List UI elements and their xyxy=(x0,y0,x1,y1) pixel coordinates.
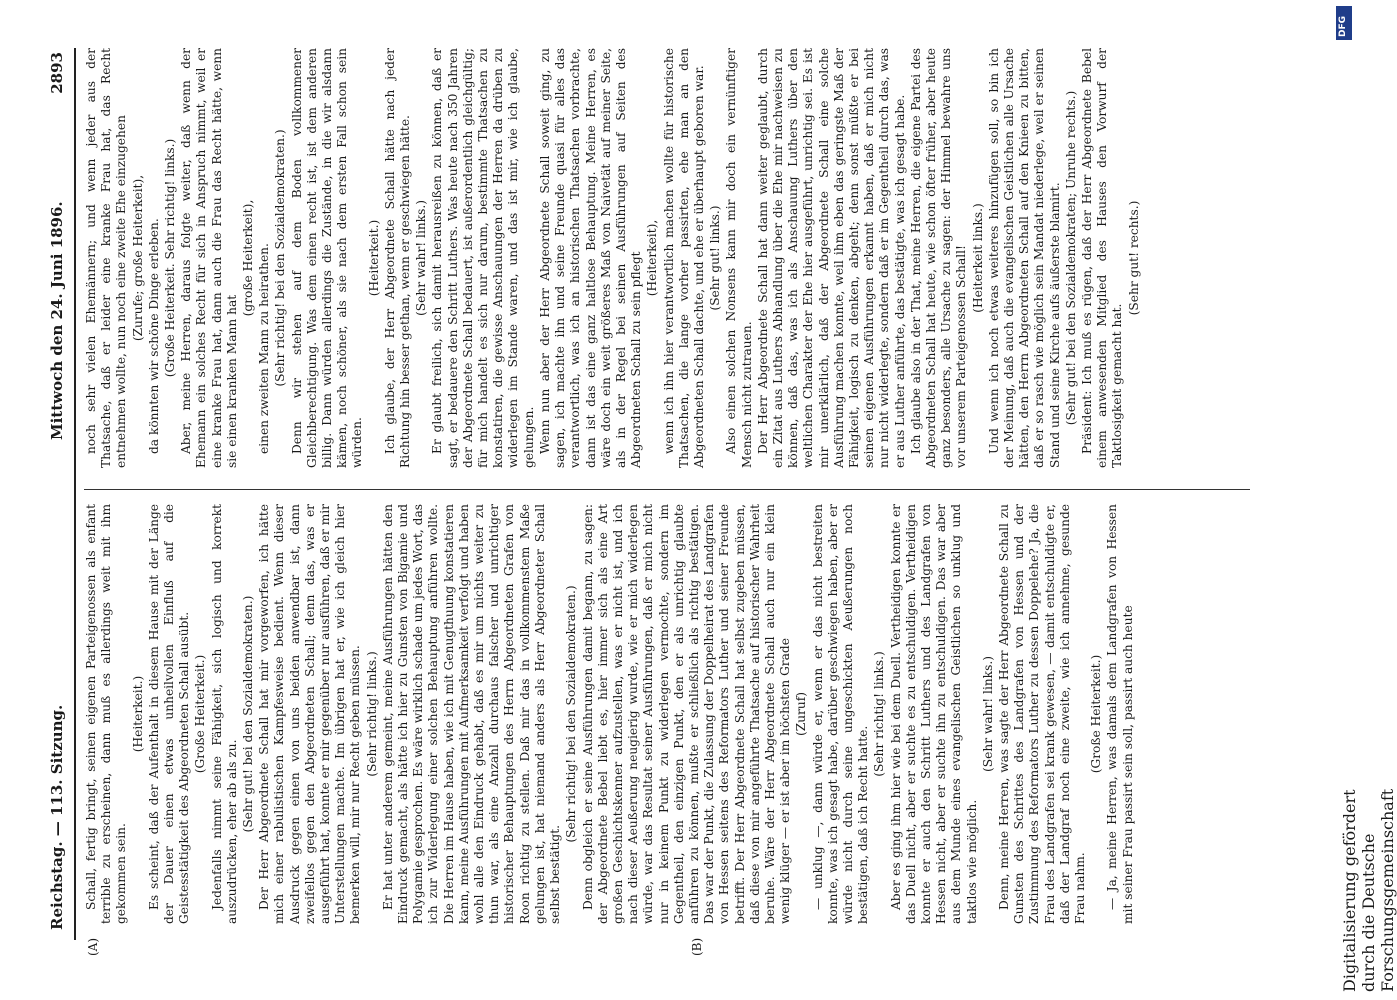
interjection: (Große Heiterkeit.) xyxy=(193,654,208,774)
margin-marker-b: (B) xyxy=(690,937,704,956)
paragraph: Er glaubt freilich, sich damit herausreißen zu können, daß er sagt, er bedauere den Schritt Luthers. Was heute nach 350 Jahren der Abgeordnete Schall bedauert, ist außerordentlich gleichgültig; für mich handelt es sich nur darum, bestimmte Thatsachen zu konstatiren, die gewisse Anschauungen der Herren da drüben zu widerlegen im Stande waren, und das ist mir, wie ich glaube, gelungen. xyxy=(430,48,536,468)
dfg-logo xyxy=(1336,6,1352,40)
paragraph: Ich glaube, der Herr Abgeordnete Schall hätte nach jeder Richtung hin besser gethan, wenn er geschwiegen hätte. xyxy=(382,48,413,468)
interjection: (Sehr gut! bei den Sozialdemokraten.) xyxy=(241,595,256,833)
paragraph: — Ja, meine Herren, was damals dem Landgrafen von Hessen mit seiner Frau passirt sein soll, passirt auch heute xyxy=(1105,504,1135,924)
interjection: (große Heiterkeit), xyxy=(241,199,256,317)
interjection: (Große Heiterkeit.) xyxy=(1089,654,1104,774)
column-divider xyxy=(84,489,1250,490)
paragraph: da könnten wir schöne Dinge erleben. xyxy=(146,218,161,454)
margin-marker-a: (A) xyxy=(86,937,100,956)
funding-note: Digitalisierung gefördert durch die Deutsche Forschungsgemeinschaft xyxy=(1340,788,1397,992)
paragraph: Also einen solchen Nonsens kann mir doch ein vernünftiger Mensch nicht zutrauen. xyxy=(724,48,754,468)
header-session: Reichstag. — 113. Sitzung. xyxy=(48,704,66,930)
paragraph: wenn ich ihn hier verantwortlich machen wollte für historische Thatsachen, die lange vorher passirten, ehe man an den Abgeordneten Schall dachte, und ehe er überhaupt geboren war. xyxy=(661,48,706,468)
interjection: (Sehr wahr! links.) xyxy=(980,656,995,772)
interjection: (Sehr richtig! bei den Sozialdemokraten.) xyxy=(273,129,288,387)
paragraph: Der Herr Abgeordnete Schall hat dann weiter geglaubt, durch ein Zitat aus Luthers Abhandlung über die Ehe mir nachweisen zu können, daß das, was ich als Anschauung Luthers über den weltlichen Charakter der Ehe hier ausgeführt, unrichtig sei. Es ist mir unerklärlich, daß der Abgeordnete Schall eine solche Ausführung machen konnte, weil ihm eben das geringste Maß der Fähigkeit, logisch zu denken, abgeht; denn sonst müßte er bei seinen eigenen Ausführungen erkannt haben, daß er mich nicht nur nicht widerlegte, sondern daß er im Gegentheil durch das, was er aus Luther anführte, das bestätigte, was ich gesagt habe. xyxy=(755,48,907,468)
paragraph: Und wenn ich noch etwas weiteres hinzufügen soll, so bin ich der Meinung, daß auch die evangelischen Geistlichen alle Ursache hätten, den Herrn Abgeordneten Schall auf den Knieen zu bitten, daß er so rasch wie möglich sein Mandat niederlege, weil er seinen Stand und seine Kirche aufs äußerste blamirt. xyxy=(986,48,1062,468)
paragraph: Denn obgleich er seine Ausführungen damit begann, zu sagen: der Abgeordnete Bebel liebt es, hier immer sich als eine Art großen Geschichtskenner aufzustellen, was er nicht ist, und ich nach dieser Aeußerung neugierig wurde, wie er mich widerlegen würde, war das Resultat seiner Ausführungen, daß er mich nicht nur in keinem Punkt zu widerlegen vermochte, sondern im Gegentheil, den einzigen Punkt, den er als unrichtig glaubte anführen zu können, mußte er schließlich als richtig bestätigen. Das war der Punkt, die Zulassung der Doppelheirat des Landgrafen von Hessen seitens des Reformators Luther und seiner Freunde betrifft. Der Herr Abgeordnete Schall hat selbst zugeben müssen, daß diese von mir angeführte Thatsache auf historischer Wahrheit beruhe. Wäre der Herr Abgeordnete Schall auch nur ein klein wenig klüger — er ist aber im höchsten Grade xyxy=(580,504,793,924)
header-date: Mittwoch den 24. Juni 1896. xyxy=(48,201,66,440)
interjection: (Sehr gut! rechts.) xyxy=(1126,200,1141,316)
interjection: (Heiterkeit.) xyxy=(130,675,145,753)
interjection: (Heiterkeit links.) xyxy=(970,203,985,313)
interjection: (Sehr gut! links.) xyxy=(708,205,723,311)
paragraph: Denn wir stehen auf dem Boden vollkommener Gleichberechtigung. Was dem einen recht ist, ist dem anderen billig. Dann würden allerdings die Zustände, in die wir alsdann kämen, noch schöner, als sie nach dem ersten Fall schon sein würden. xyxy=(289,48,365,468)
paragraph: Aber es ging ihm hier wie bei dem Duell. Vertheidigen konnte er das Duell nicht, aber er suchte es zu entschuldigen. Vertheidigen konnte er auch den Schritt Luthers und des Landgrafen von Hessen nicht, aber er suchte ihn zu entschuldigen. Das war aber aus dem Munde eines evangelischen Geistlichen so unklug und taktlos wie möglich. xyxy=(888,504,979,924)
right-column xyxy=(84,48,1143,468)
interjection: (Zurufe; große Heiterkeit), xyxy=(130,174,145,342)
paragraph: Aber, meine Herren, daraus folgte weiter, daß wenn der Ehemann ein solches Recht für sich in Anspruch nimmt, weil er eine kranke Frau hat, dann auch die Frau das Recht hätte, wenn sie einen kranken Mann hat xyxy=(179,48,239,468)
paragraph: Es scheint, daß der Aufenthalt in diesem Hause mit der Länge der Dauer einen etwas unheilvollen Einfluß auf die Geistesstätigkeit des Abgeordneten Schall ausübt. xyxy=(146,504,192,924)
paragraph: Denn, meine Herren, was sagte der Herr Abgeordnete Schall zu Gunsten des Schrittes des Landgrafen von Hessen und der Zustimmung des Reformators Luther zu dessen Doppelehe? Ja, die Frau des Landgrafen sei krank gewesen, — damit entschuldigte er, daß der Landgraf noch eine zweite, wie ich annehme, gesunde Frau nahm. xyxy=(996,504,1087,924)
paragraph: Wenn nun aber der Herr Abgeordnete Schall soweit ging, zu sagen, ich machte ihn und seine Freunde quasi für alles das verantwortlich, was ich an historischen Thatsachen vorbrachte, dann ist das eine ganz haltlose Behauptung. Meine Herren, es wäre doch ein weit größeres Maß von Naivetät auf meiner Seite, als in der Regel bei seinen Ausführungen auf Seiten des Abgeordneten Schall zu sein pflegt xyxy=(537,48,644,468)
page-header xyxy=(48,40,74,960)
paragraph: einen zweiten Mann zu heirathen. xyxy=(257,243,272,454)
interjection: (Heiterkeit), xyxy=(645,219,660,297)
document-page xyxy=(40,40,1270,960)
paragraph: Schall, fertig bringt, seinen eigenen Parteigenossen als enfant terrible zu erscheinen, dann muß es allerdings weit mit ihm gekommen sein. xyxy=(84,504,129,924)
interjection: (Sehr richtig! bei den Sozialdemokraten.) xyxy=(564,585,579,843)
paragraph: Jedenfalls nimmt seine Fähigkeit, sich logisch und korrekt auszudrücken, eher ab als zu. xyxy=(209,504,239,924)
interjection: (Große Heiterkeit. Sehr richtig! links.) xyxy=(163,138,178,378)
interjection: (Zuruf) xyxy=(794,692,809,737)
paragraph: — unklug —, dann würde er, wenn er das nicht bestreiten konnte, was ich gesagt habe, darüber geschwiegen haben, aber er würde nicht durch seine ungeschickten Aeußerungen noch bestätigen, daß ich Recht hatte. xyxy=(810,504,871,924)
interjection: (Sehr richtig! links.) xyxy=(364,651,379,777)
paragraph: Ich glaube also in der That, meine Herren, die eigene Partei des Abgeordneten Schall hat heute, wie schon öfter früher, aber heute ganz besonders, alle Ursache zu sagen: der Himmel bewahre uns vor unserem Parteigenossen Schall! xyxy=(908,48,969,468)
paragraph: Er hat unter anderem gemeint, meine Ausführungen hätten den Eindruck gemacht, als hätte ich hier zu Gunsten von Bigamie und Polygamie gesprochen. Es wäre wirklich schade um jedes Wort, das ich zur Widerlegung einer solchen Behauptung anführen wollte. Die Herren im Hause haben, wie ich mit Genugthuung konstatieren kann, meine Ausführungen mit Aufmerksamkeit verfolgt und haben wohl alle den Eindruck gehabt, daß es mir um nichts weiter zu thun war, als eine Anzahl durchaus falscher und unrichtiger historischer Behauptungen des Herrn Abgeordneten Grafen von Roon richtig zu stellen. Daß mir das in vollkommenstem Maße gelungen ist, hat niemand anders als Herr Abgeordneter Schall selbst bestätigt. xyxy=(380,503,563,924)
paragraph: Präsident: Ich muß es rügen, daß der Herr Abgeordnete Bebel einem anwesenden Mitglied des Hauses den Vorwurf der Taktlosigkeit gemacht hat. xyxy=(1080,48,1125,468)
dfg-logo-text: DFG xyxy=(1338,15,1348,37)
paragraph: noch sehr vielen Ehemännern; und wenn jeder aus der Thatsache, daß er leider eine kranke Frau hat, das Recht entnehmen wollte, nun noch eine zweite Ehe einzugehen xyxy=(84,48,129,468)
interjection: (Sehr wahr! links.) xyxy=(414,200,429,316)
page-number: 2893 xyxy=(48,52,66,94)
header-rule xyxy=(74,48,76,940)
paragraph: Der Herr Abgeordnete Schall hat mir vorgeworfen, ich hätte mich einer rabulistischen Kampfesweise bedient. Wenn dieser Ausdruck gegen einen von uns beiden anwendbar ist, dann zweifellos gegen den Abgeordneten Schall; denn das, was er ausgeführt hat, konnte er mir gegenüber nur ausführen, daß er mir Unterstellungen machte. Im übrigen hat er, wie ich gleich hier bemerken will, mir nur Recht geben müssen. xyxy=(257,504,363,924)
interjection: (Sehr gut! bei den Sozialdemokraten; Unruhe rechts.) xyxy=(1063,90,1078,426)
left-column xyxy=(84,504,1137,924)
interjection: (Sehr richtig! links.) xyxy=(872,651,887,777)
interjection: (Heiterkeit.) xyxy=(366,219,381,297)
